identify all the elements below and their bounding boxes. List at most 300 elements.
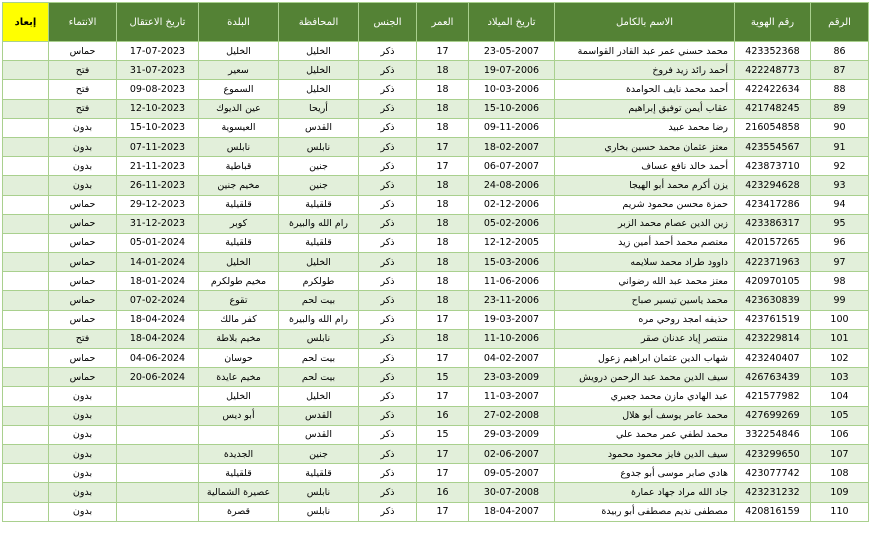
table-cell[interactable]: 31-07-2023 — [117, 61, 199, 80]
table-row[interactable] — [3, 99, 869, 118]
table-cell[interactable]: 18 — [417, 214, 469, 233]
table-cell[interactable]: هادي صابر موسى أبو جدوع — [555, 464, 735, 483]
table-cell[interactable] — [3, 176, 49, 195]
table-cell[interactable]: كوبر — [199, 214, 279, 233]
table-cell[interactable]: حذيفه امجد روحي مره — [555, 310, 735, 329]
table-cell[interactable]: 88 — [811, 80, 869, 99]
table-cell[interactable]: 423294628 — [735, 176, 811, 195]
table-cell[interactable]: حمزة محسن محمود شريم — [555, 195, 735, 214]
table-cell[interactable]: بدون — [49, 118, 117, 137]
table-cell[interactable]: داوود طراد محمد سلايمه — [555, 253, 735, 272]
table-cell[interactable]: الخليل — [279, 80, 359, 99]
table-cell[interactable]: 87 — [811, 61, 869, 80]
table-cell[interactable]: 18 — [417, 195, 469, 214]
table-cell[interactable]: 94 — [811, 195, 869, 214]
table-cell[interactable]: 420816159 — [735, 502, 811, 521]
table-cell[interactable]: 05-01-2024 — [117, 233, 199, 252]
table-cell[interactable] — [3, 502, 49, 521]
table-cell[interactable] — [3, 329, 49, 348]
table-cell[interactable]: 110 — [811, 502, 869, 521]
table-row[interactable] — [3, 272, 869, 291]
table-row[interactable] — [3, 195, 869, 214]
table-row[interactable] — [3, 310, 869, 329]
table-row[interactable] — [3, 137, 869, 156]
table-cell[interactable]: محمد عامر يوسف أبو هلال — [555, 406, 735, 425]
table-cell[interactable]: حماس — [49, 349, 117, 368]
column-header[interactable]: المحافظة — [279, 3, 359, 42]
table-cell[interactable]: 04-06-2024 — [117, 349, 199, 368]
table-cell[interactable]: قلقيلية — [199, 464, 279, 483]
table-cell[interactable]: 90 — [811, 118, 869, 137]
table-cell[interactable]: 15 — [417, 368, 469, 387]
table-cell[interactable]: حماس — [49, 42, 117, 61]
table-cell[interactable]: ذكر — [359, 349, 417, 368]
table-cell[interactable]: جنين — [279, 157, 359, 176]
table-cell[interactable]: 423299650 — [735, 444, 811, 463]
table-cell[interactable]: 423417286 — [735, 195, 811, 214]
table-cell[interactable]: ذكر — [359, 291, 417, 310]
table-cell[interactable]: 16 — [417, 406, 469, 425]
table-cell[interactable]: تقوع — [199, 291, 279, 310]
table-cell[interactable]: 103 — [811, 368, 869, 387]
table-cell[interactable] — [3, 464, 49, 483]
table-cell[interactable]: الخليل — [199, 42, 279, 61]
table-row[interactable] — [3, 214, 869, 233]
table-cell[interactable]: ذكر — [359, 176, 417, 195]
table-cell[interactable]: حماس — [49, 195, 117, 214]
table-cell[interactable]: 18 — [417, 253, 469, 272]
table-cell[interactable]: 21-11-2023 — [117, 157, 199, 176]
table-cell[interactable]: فتح — [49, 80, 117, 99]
table-cell[interactable]: 17 — [417, 387, 469, 406]
table-row[interactable] — [3, 464, 869, 483]
table-cell[interactable]: أحمد محمد نايف الحوامدة — [555, 80, 735, 99]
table-cell[interactable]: القدس — [279, 425, 359, 444]
table-cell[interactable]: حوسان — [199, 349, 279, 368]
table-cell[interactable]: 427699269 — [735, 406, 811, 425]
table-cell[interactable]: ذكر — [359, 42, 417, 61]
table-cell[interactable]: 421577982 — [735, 387, 811, 406]
column-header[interactable]: تاريخ الاعتقال — [117, 3, 199, 42]
table-cell[interactable] — [3, 61, 49, 80]
table-cell[interactable] — [3, 483, 49, 502]
table-cell[interactable]: 12-12-2005 — [469, 233, 555, 252]
table-cell[interactable]: 17 — [417, 310, 469, 329]
table-cell[interactable]: 12-10-2023 — [117, 99, 199, 118]
table-cell[interactable]: جنين — [279, 176, 359, 195]
table-cell[interactable]: 19-07-2006 — [469, 61, 555, 80]
table-row[interactable] — [3, 444, 869, 463]
table-cell[interactable]: عصيرة الشمالية — [199, 483, 279, 502]
table-cell[interactable]: 18-04-2024 — [117, 310, 199, 329]
column-header[interactable]: تاريخ الميلاد — [469, 3, 555, 42]
table-cell[interactable]: محمد لطفي عمر محمد علي — [555, 425, 735, 444]
table-cell[interactable]: 17 — [417, 349, 469, 368]
table-cell[interactable]: بدون — [49, 444, 117, 463]
table-cell[interactable]: 423630839 — [735, 291, 811, 310]
table-cell[interactable]: 18-04-2024 — [117, 329, 199, 348]
table-row[interactable] — [3, 80, 869, 99]
table-cell[interactable]: كفر مالك — [199, 310, 279, 329]
table-cell[interactable]: ذكر — [359, 502, 417, 521]
table-cell[interactable]: بدون — [49, 502, 117, 521]
table-cell[interactable]: نابلس — [279, 502, 359, 521]
table-cell[interactable]: رضا محمد عبيد — [555, 118, 735, 137]
table-cell[interactable]: 27-02-2008 — [469, 406, 555, 425]
table-cell[interactable]: معتز عثمان محمد حسين بخاري — [555, 137, 735, 156]
table-row[interactable] — [3, 387, 869, 406]
table-cell[interactable]: 101 — [811, 329, 869, 348]
table-cell[interactable]: الخليل — [279, 253, 359, 272]
table-cell[interactable]: أبو ديس — [199, 406, 279, 425]
table-cell[interactable]: 23-05-2007 — [469, 42, 555, 61]
table-cell[interactable]: ذكر — [359, 253, 417, 272]
table-cell[interactable]: 18 — [417, 329, 469, 348]
table-cell[interactable] — [3, 368, 49, 387]
table-cell[interactable]: 93 — [811, 176, 869, 195]
table-cell[interactable]: مخيم جنين — [199, 176, 279, 195]
table-cell[interactable]: 17 — [417, 464, 469, 483]
table-cell[interactable]: 11-06-2006 — [469, 272, 555, 291]
table-cell[interactable]: 18 — [417, 291, 469, 310]
table-cell[interactable]: 91 — [811, 137, 869, 156]
table-cell[interactable]: 15-10-2006 — [469, 99, 555, 118]
table-cell[interactable]: 422248773 — [735, 61, 811, 80]
table-cell[interactable]: بدون — [49, 483, 117, 502]
table-cell[interactable] — [117, 483, 199, 502]
table-cell[interactable]: فتح — [49, 329, 117, 348]
table-cell[interactable]: 07-02-2024 — [117, 291, 199, 310]
table-cell[interactable]: 106 — [811, 425, 869, 444]
table-cell[interactable]: يزن أكرم محمد أبو الهيجا — [555, 176, 735, 195]
table-cell[interactable]: جاد الله مراد جهاد عمارة — [555, 483, 735, 502]
table-cell[interactable]: 18 — [417, 118, 469, 137]
table-cell[interactable]: قلقيلية — [279, 195, 359, 214]
table-cell[interactable]: 11-10-2006 — [469, 329, 555, 348]
table-cell[interactable]: الخليل — [279, 42, 359, 61]
table-cell[interactable]: 15-03-2006 — [469, 253, 555, 272]
table-cell[interactable]: قباطية — [199, 157, 279, 176]
table-cell[interactable]: 18 — [417, 80, 469, 99]
table-cell[interactable]: 09-11-2006 — [469, 118, 555, 137]
table-row[interactable] — [3, 233, 869, 252]
table-cell[interactable]: رام الله والبيرة — [279, 214, 359, 233]
table-row[interactable] — [3, 502, 869, 521]
table-cell[interactable]: فتح — [49, 99, 117, 118]
table-cell[interactable]: فتح — [49, 61, 117, 80]
table-cell[interactable]: ذكر — [359, 214, 417, 233]
table-cell[interactable] — [3, 214, 49, 233]
table-cell[interactable]: مخيم عايدة — [199, 368, 279, 387]
table-cell[interactable]: 17 — [417, 502, 469, 521]
table-cell[interactable]: 31-12-2023 — [117, 214, 199, 233]
table-row[interactable] — [3, 253, 869, 272]
table-cell[interactable]: ذكر — [359, 99, 417, 118]
table-cell[interactable]: بيت لحم — [279, 349, 359, 368]
table-cell[interactable]: نابلس — [199, 137, 279, 156]
table-cell[interactable]: ذكر — [359, 157, 417, 176]
table-cell[interactable]: أحمد رائد زيد فروخ — [555, 61, 735, 80]
table-cell[interactable] — [199, 425, 279, 444]
table-cell[interactable]: 423554567 — [735, 137, 811, 156]
table-cell[interactable]: 15 — [417, 425, 469, 444]
table-cell[interactable]: 17 — [417, 137, 469, 156]
table-cell[interactable]: 09-08-2023 — [117, 80, 199, 99]
table-cell[interactable]: 18 — [417, 61, 469, 80]
table-cell[interactable] — [3, 42, 49, 61]
table-cell[interactable] — [117, 464, 199, 483]
table-cell[interactable]: 423761519 — [735, 310, 811, 329]
table-cell[interactable]: 216054858 — [735, 118, 811, 137]
table-cell[interactable]: زين الدين عصام محمد الزبر — [555, 214, 735, 233]
table-cell[interactable]: بدون — [49, 387, 117, 406]
table-cell[interactable]: منتصر إياد عدنان صقر — [555, 329, 735, 348]
table-cell[interactable]: الخليل — [279, 61, 359, 80]
table-cell[interactable]: 20-06-2024 — [117, 368, 199, 387]
table-cell[interactable]: 98 — [811, 272, 869, 291]
table-cell[interactable] — [117, 425, 199, 444]
table-cell[interactable]: نابلس — [279, 137, 359, 156]
table-cell[interactable]: 420970105 — [735, 272, 811, 291]
table-row[interactable] — [3, 368, 869, 387]
table-cell[interactable]: 23-03-2009 — [469, 368, 555, 387]
table-cell[interactable]: 29-03-2009 — [469, 425, 555, 444]
table-row[interactable] — [3, 291, 869, 310]
table-cell[interactable]: ذكر — [359, 118, 417, 137]
table-cell[interactable]: 100 — [811, 310, 869, 329]
table-cell[interactable]: 421748245 — [735, 99, 811, 118]
table-cell[interactable]: 17 — [417, 157, 469, 176]
column-header[interactable]: رقم الهوية — [735, 3, 811, 42]
table-cell[interactable]: ذكر — [359, 425, 417, 444]
table-cell[interactable]: رام الله والبيرة — [279, 310, 359, 329]
table-cell[interactable]: بدون — [49, 406, 117, 425]
table-cell[interactable]: 104 — [811, 387, 869, 406]
table-cell[interactable] — [3, 425, 49, 444]
table-cell[interactable] — [3, 99, 49, 118]
table-cell[interactable]: الخليل — [279, 387, 359, 406]
table-cell[interactable]: 108 — [811, 464, 869, 483]
table-cell[interactable]: القدس — [279, 118, 359, 137]
table-cell[interactable]: 105 — [811, 406, 869, 425]
table-cell[interactable]: ذكر — [359, 272, 417, 291]
table-cell[interactable] — [3, 310, 49, 329]
table-cell[interactable]: حماس — [49, 214, 117, 233]
table-cell[interactable]: 24-08-2006 — [469, 176, 555, 195]
table-cell[interactable]: 29-12-2023 — [117, 195, 199, 214]
table-cell[interactable]: ذكر — [359, 368, 417, 387]
table-cell[interactable]: 89 — [811, 99, 869, 118]
table-cell[interactable]: 10-03-2006 — [469, 80, 555, 99]
table-cell[interactable]: ذكر — [359, 137, 417, 156]
table-cell[interactable]: 86 — [811, 42, 869, 61]
table-cell[interactable]: حماس — [49, 291, 117, 310]
table-cell[interactable]: 420157265 — [735, 233, 811, 252]
table-cell[interactable]: أحمد خالد نافع عساف — [555, 157, 735, 176]
table-cell[interactable]: 11-03-2007 — [469, 387, 555, 406]
table-cell[interactable]: عبد الهادي مازن محمد جعبري — [555, 387, 735, 406]
table-cell[interactable]: 95 — [811, 214, 869, 233]
table-cell[interactable]: نابلس — [279, 329, 359, 348]
table-cell[interactable]: 14-01-2024 — [117, 253, 199, 272]
column-header[interactable]: الجنس — [359, 3, 417, 42]
table-cell[interactable] — [3, 253, 49, 272]
table-cell[interactable]: 17 — [417, 42, 469, 61]
table-row[interactable] — [3, 61, 869, 80]
table-cell[interactable]: الخليل — [199, 387, 279, 406]
table-cell[interactable]: 02-06-2007 — [469, 444, 555, 463]
table-cell[interactable]: 423873710 — [735, 157, 811, 176]
table-cell[interactable]: بيت لحم — [279, 291, 359, 310]
table-cell[interactable]: بيت لحم — [279, 368, 359, 387]
table-cell[interactable]: 15-10-2023 — [117, 118, 199, 137]
table-row[interactable] — [3, 406, 869, 425]
table-cell[interactable] — [117, 444, 199, 463]
column-header[interactable]: الرقم — [811, 3, 869, 42]
table-cell[interactable]: ذكر — [359, 406, 417, 425]
table-cell[interactable] — [3, 80, 49, 99]
table-cell[interactable]: سيف الدين فايز محمود محمود — [555, 444, 735, 463]
table-cell[interactable]: الجديدة — [199, 444, 279, 463]
table-cell[interactable]: 426763439 — [735, 368, 811, 387]
table-cell[interactable]: ذكر — [359, 329, 417, 348]
table-cell[interactable]: 18 — [417, 272, 469, 291]
table-cell[interactable] — [3, 118, 49, 137]
table-cell[interactable]: حماس — [49, 368, 117, 387]
table-cell[interactable]: ذكر — [359, 464, 417, 483]
table-cell[interactable] — [3, 233, 49, 252]
table-cell[interactable]: بدون — [49, 464, 117, 483]
table-cell[interactable]: 17 — [417, 444, 469, 463]
table-cell[interactable]: ذكر — [359, 195, 417, 214]
table-cell[interactable]: 423229814 — [735, 329, 811, 348]
table-cell[interactable]: بدون — [49, 425, 117, 444]
table-cell[interactable]: 107 — [811, 444, 869, 463]
table-cell[interactable]: أريحا — [279, 99, 359, 118]
table-cell[interactable]: قلقيلية — [199, 233, 279, 252]
table-cell[interactable]: 423240407 — [735, 349, 811, 368]
table-cell[interactable]: 17-07-2023 — [117, 42, 199, 61]
table-cell[interactable]: 19-03-2007 — [469, 310, 555, 329]
table-cell[interactable]: نابلس — [279, 483, 359, 502]
table-cell[interactable]: 96 — [811, 233, 869, 252]
table-cell[interactable]: بدون — [49, 176, 117, 195]
table-cell[interactable]: محمد حسني عمر عبد القادر القواسمة — [555, 42, 735, 61]
table-cell[interactable]: معتصم محمد أحمد أمين زيد — [555, 233, 735, 252]
table-cell[interactable]: 18-01-2024 — [117, 272, 199, 291]
table-cell[interactable] — [117, 502, 199, 521]
table-cell[interactable]: مخيم طولكرم — [199, 272, 279, 291]
table-cell[interactable]: قصرة — [199, 502, 279, 521]
table-row[interactable] — [3, 176, 869, 195]
column-header[interactable]: العمر — [417, 3, 469, 42]
column-header[interactable]: إبعاد — [3, 3, 49, 42]
table-cell[interactable]: 422371963 — [735, 253, 811, 272]
table-cell[interactable] — [3, 349, 49, 368]
table-row[interactable] — [3, 425, 869, 444]
table-cell[interactable]: 18 — [417, 176, 469, 195]
table-cell[interactable]: 423077742 — [735, 464, 811, 483]
table-cell[interactable]: 18-04-2007 — [469, 502, 555, 521]
table-cell[interactable]: عقاب أيمن توفيق إبراهيم — [555, 99, 735, 118]
table-cell[interactable]: ذكر — [359, 80, 417, 99]
table-cell[interactable]: 04-02-2007 — [469, 349, 555, 368]
table-cell[interactable]: ذكر — [359, 444, 417, 463]
table-cell[interactable]: 16 — [417, 483, 469, 502]
table-cell[interactable]: مصطفى نديم مصطفى أبو ربيدة — [555, 502, 735, 521]
table-row[interactable] — [3, 483, 869, 502]
table-cell[interactable]: حماس — [49, 253, 117, 272]
table-cell[interactable]: 18-02-2007 — [469, 137, 555, 156]
table-cell[interactable]: 423386317 — [735, 214, 811, 233]
table-cell[interactable]: 05-02-2006 — [469, 214, 555, 233]
table-cell[interactable]: معتز محمد عبد الله رضواني — [555, 272, 735, 291]
table-cell[interactable]: 02-12-2006 — [469, 195, 555, 214]
table-cell[interactable]: السموع — [199, 80, 279, 99]
table-row[interactable] — [3, 42, 869, 61]
table-cell[interactable]: 07-11-2023 — [117, 137, 199, 156]
table-cell[interactable]: شهاب الدين عثمان ابراهيم زعول — [555, 349, 735, 368]
table-cell[interactable]: طولكرم — [279, 272, 359, 291]
column-header[interactable]: الانتماء — [49, 3, 117, 42]
table-cell[interactable] — [3, 137, 49, 156]
table-cell[interactable]: 06-07-2007 — [469, 157, 555, 176]
table-cell[interactable]: 97 — [811, 253, 869, 272]
table-cell[interactable]: حماس — [49, 310, 117, 329]
table-cell[interactable] — [3, 195, 49, 214]
table-cell[interactable]: حماس — [49, 272, 117, 291]
table-cell[interactable]: 26-11-2023 — [117, 176, 199, 195]
table-cell[interactable]: 18 — [417, 233, 469, 252]
table-cell[interactable]: 23-11-2006 — [469, 291, 555, 310]
table-cell[interactable]: سعير — [199, 61, 279, 80]
table-cell[interactable] — [117, 387, 199, 406]
table-cell[interactable]: الخليل — [199, 253, 279, 272]
table-row[interactable] — [3, 329, 869, 348]
table-row[interactable] — [3, 349, 869, 368]
table-cell[interactable]: ذكر — [359, 387, 417, 406]
table-cell[interactable]: قلقيلية — [279, 464, 359, 483]
table-cell[interactable]: ذكر — [359, 310, 417, 329]
column-header[interactable]: الاسم بالكامل — [555, 3, 735, 42]
table-cell[interactable]: سيف الدين محمد عبد الرحمن درويش — [555, 368, 735, 387]
table-cell[interactable]: مخيم بلاطة — [199, 329, 279, 348]
table-cell[interactable]: 09-05-2007 — [469, 464, 555, 483]
table-cell[interactable]: 30-07-2008 — [469, 483, 555, 502]
table-cell[interactable]: قلقيلية — [279, 233, 359, 252]
table-cell[interactable] — [3, 406, 49, 425]
table-cell[interactable]: 102 — [811, 349, 869, 368]
table-cell[interactable]: 109 — [811, 483, 869, 502]
table-cell[interactable]: ذكر — [359, 483, 417, 502]
table-cell[interactable] — [3, 157, 49, 176]
table-row[interactable] — [3, 118, 869, 137]
table-cell[interactable]: 92 — [811, 157, 869, 176]
table-cell[interactable] — [117, 406, 199, 425]
table-cell[interactable]: ذكر — [359, 61, 417, 80]
table-cell[interactable]: القدس — [279, 406, 359, 425]
table-cell[interactable]: 18 — [417, 99, 469, 118]
table-cell[interactable]: 332254846 — [735, 425, 811, 444]
table-cell[interactable]: قلقيلية — [199, 195, 279, 214]
table-cell[interactable]: بدون — [49, 137, 117, 156]
table-cell[interactable]: جنين — [279, 444, 359, 463]
table-cell[interactable] — [3, 272, 49, 291]
table-cell[interactable]: 422422634 — [735, 80, 811, 99]
table-cell[interactable]: محمد ياسين تيسير صباح — [555, 291, 735, 310]
table-row[interactable] — [3, 157, 869, 176]
column-header[interactable]: البلدة — [199, 3, 279, 42]
